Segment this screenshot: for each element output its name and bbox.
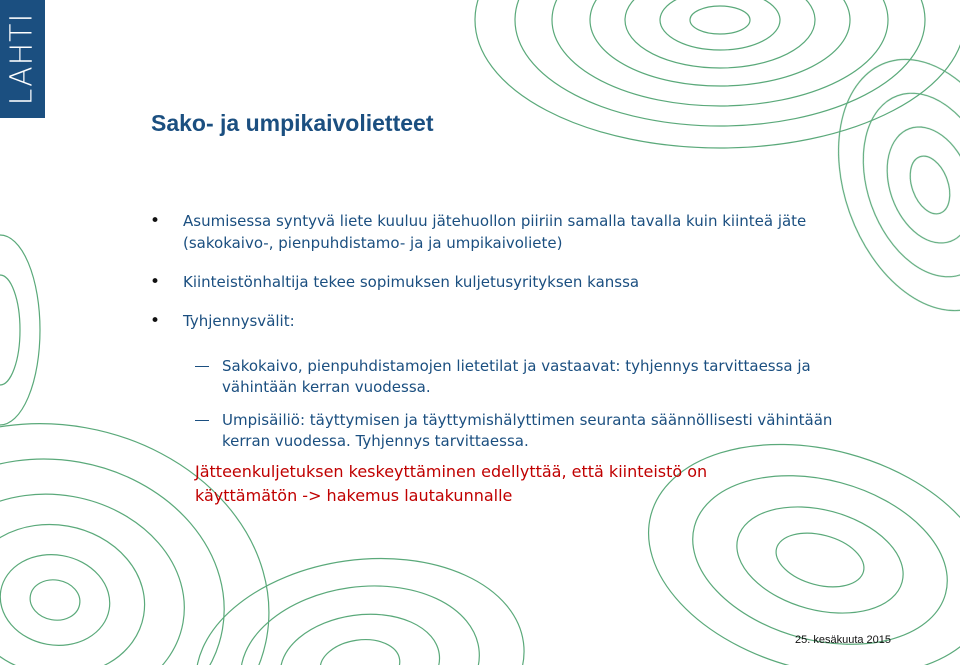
sub-bullet-item: Umpisäiliö: täyttymisen ja täyttymishälyttimen seuranta säännöllisesti vähintään kerran vuodessa. Tyhjennys tarvittaessa.	[195, 410, 835, 452]
page-title: Sako- ja umpikaivolietteet	[151, 110, 434, 136]
sub-bullet-list	[195, 356, 835, 464]
bullet-item: • Asumisessa syntyvä liete kuuluu jätehuollon piiriin samalla tavalla kuin kiinteä jäte (sakokaivo-, pienpuhdistamo- ja ja umpikaivoliete)	[150, 210, 810, 254]
highlight-note: Jätteenkuljetuksen keskeyttäminen edellyttää, että kiinteistö on käyttämätön -> hakemus lautakunnalle	[195, 462, 708, 505]
bullet-list	[150, 210, 810, 349]
bullet-item: • Tyhjennysvälit:	[150, 310, 810, 332]
slide-date: 25. kesäkuuta 2015	[795, 634, 892, 646]
sub-bullet-item: Sakokaivo, pienpuhdistamojen lietetilat ja vastaavat: tyhjennys tarvittaessa ja vähintään kerran vuodessa.	[195, 356, 835, 398]
logo-text: LAHTI	[4, 12, 40, 106]
bullet-item: • Kiinteistönhaltija tekee sopimuksen kuljetusyrityksen kanssa	[150, 271, 810, 293]
lahti-logo	[0, 0, 45, 118]
